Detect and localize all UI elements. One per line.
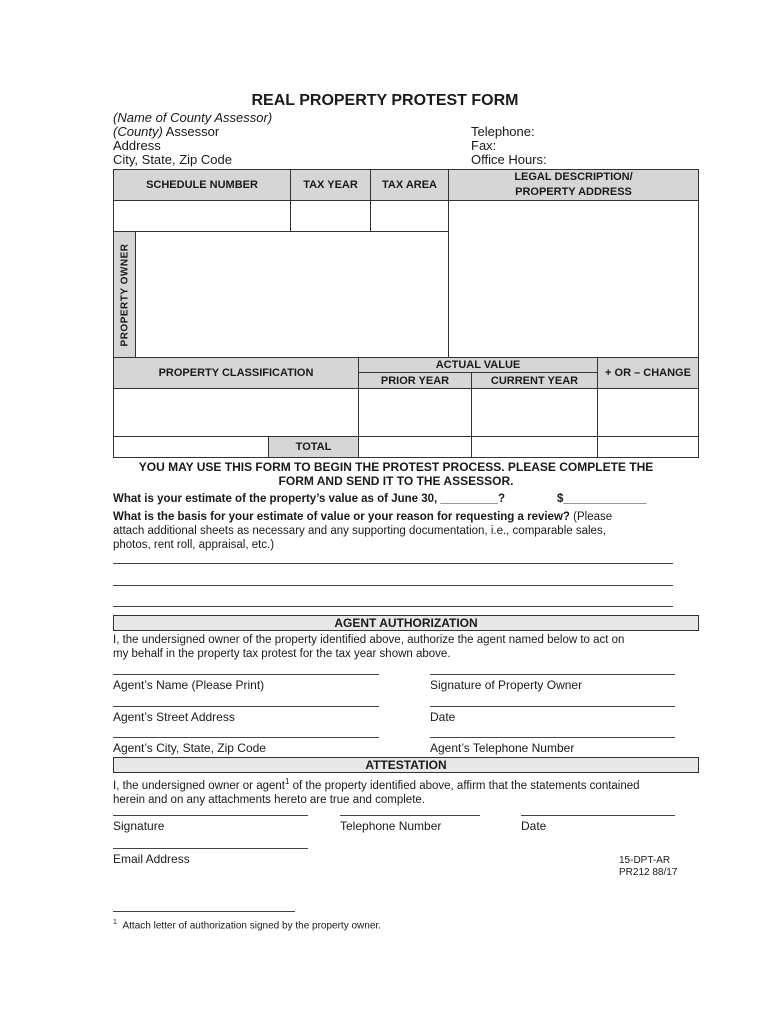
agent-text-line1: I, the undersigned owner of the property identified above, authorize the agent named below to act on [113,634,625,646]
property-owner-label-cell [114,232,136,357]
current-year-header: CURRENT YEAR [471,373,597,389]
attestation-date-label: Date [521,819,547,833]
schedule-number-field[interactable] [114,201,290,232]
assessor-address: Address [113,138,161,153]
basis-question: What is the basis for your estimate of value or your reason for requesting a review? [113,511,570,523]
instructions-block [113,460,679,488]
total-change-field[interactable] [597,437,698,457]
attestation-date-line[interactable] [521,815,675,816]
agent-text-line2: my behalf in the property tax protest for the tax year shown above. [113,648,451,660]
office-hours-label: Office Hours: [471,152,547,167]
form-revision: PR212 88/17 [619,867,678,878]
form-title: REAL PROPERTY PROTEST FORM [251,92,519,109]
actual-value-header: ACTUAL VALUE [358,357,597,373]
property-owner-label: PROPERTY OWNER [119,243,130,346]
property-classification-field[interactable] [114,389,358,437]
tax-year-field[interactable] [290,201,370,232]
attestation-telephone-line[interactable] [340,815,480,816]
tax-year-header: TAX YEAR [290,170,370,201]
attestation-telephone-label: Telephone Number [340,819,442,833]
attestation-text-start: I, the undersigned owner or agent [113,779,285,792]
tax-area-field[interactable] [370,201,448,232]
county-assessor-line [113,125,219,139]
form-id [619,855,677,879]
agent-street-label: Agent’s Street Address [113,710,235,724]
agent-city-label: Agent’s City, State, Zip Code [113,741,266,755]
schedule-number-header: SCHEDULE NUMBER [114,170,290,201]
email-label: Email Address [113,852,190,866]
agent-phone-label: Agent’s Telephone Number [430,741,575,755]
tax-area-header: TAX AREA [370,170,448,201]
email-line[interactable] [113,848,308,849]
change-header: + OR – CHANGE [597,357,698,389]
total-prior-year-field[interactable] [358,437,471,457]
basis-note-line3: photos, rent roll, appraisal, etc.) [113,539,275,551]
attestation-text-end: of the property identified above, affirm that the statements contained [289,779,640,792]
telephone-label: Telephone: [471,124,535,139]
attestation-heading: ATTESTATION [113,757,699,773]
agent-date-label: Date [430,710,456,724]
current-year-field[interactable] [471,389,597,437]
attestation-text [113,775,699,807]
prior-year-field[interactable] [358,389,471,437]
county-assessor-name: (Name of County Assessor) [113,110,273,125]
basis-answer-line-1[interactable] [113,563,673,564]
basis-question-block [113,510,688,552]
basis-answer-line-3[interactable] [113,606,673,607]
agent-city-line[interactable] [113,737,379,738]
county-prefix: (County) [113,124,163,139]
footnote [113,919,381,931]
instructions-line1: YOU MAY USE THIS FORM TO BEGIN THE PROTEST PROCESS. PLEASE COMPLETE THE [138,460,654,474]
assessor-word: Assessor [162,124,220,139]
legal-description-line1: LEGAL DESCRIPTION/ [514,171,633,183]
footnote-separator [113,911,295,912]
agent-authorization-heading: AGENT AUTHORIZATION [113,615,699,631]
attestation-signature-label: Signature [113,819,165,833]
instructions-line2: FORM AND SEND IT TO THE ASSESSOR. [278,474,514,488]
agent-authorization-text [113,633,699,661]
basis-note-start: (Please [573,511,613,523]
total-label: TOTAL [268,437,358,457]
property-classification-header: PROPERTY CLASSIFICATION [114,357,358,389]
agent-phone-line[interactable] [430,737,675,738]
legal-description-header [448,170,698,201]
property-owner-field[interactable] [136,232,448,357]
total-current-year-field[interactable] [471,437,597,457]
agent-name-label: Agent’s Name (Please Print) [113,678,265,692]
property-table [113,169,699,458]
agent-name-line[interactable] [113,674,379,675]
owner-signature-label: Signature of Property Owner [430,678,583,692]
attestation-signature-line[interactable] [113,815,308,816]
estimate-question: What is your estimate of the property’s value as of June 30, _________? [113,493,505,505]
total-blank-cell [114,437,268,457]
fax-label: Fax: [471,138,497,153]
agent-street-line[interactable] [113,706,379,707]
footnote-text: Attach letter of authorization signed by the property owner. [122,920,381,932]
assessor-city-state-zip: City, State, Zip Code [113,152,232,167]
form-code: 15-DPT-AR [619,855,671,866]
prior-year-header: PRIOR YEAR [358,373,471,389]
basis-answer-line-2[interactable] [113,585,673,586]
footnote-mark: 1 [113,919,117,926]
basis-note-line2: attach additional sheets as necessary and any supporting documentation, i.e., comparable sales, [113,525,606,537]
attestation-text-line2: herein and on any attachments hereto are true and complete. [113,793,425,806]
estimate-dollar-field[interactable]: $_____________ [557,493,647,505]
attestation-footnote-mark: 1 [284,777,290,786]
legal-description-line2: PROPERTY ADDRESS [515,186,632,198]
agent-date-line[interactable] [430,706,675,707]
owner-signature-line[interactable] [430,674,675,675]
legal-description-field[interactable] [448,201,698,357]
change-field[interactable] [597,389,698,437]
